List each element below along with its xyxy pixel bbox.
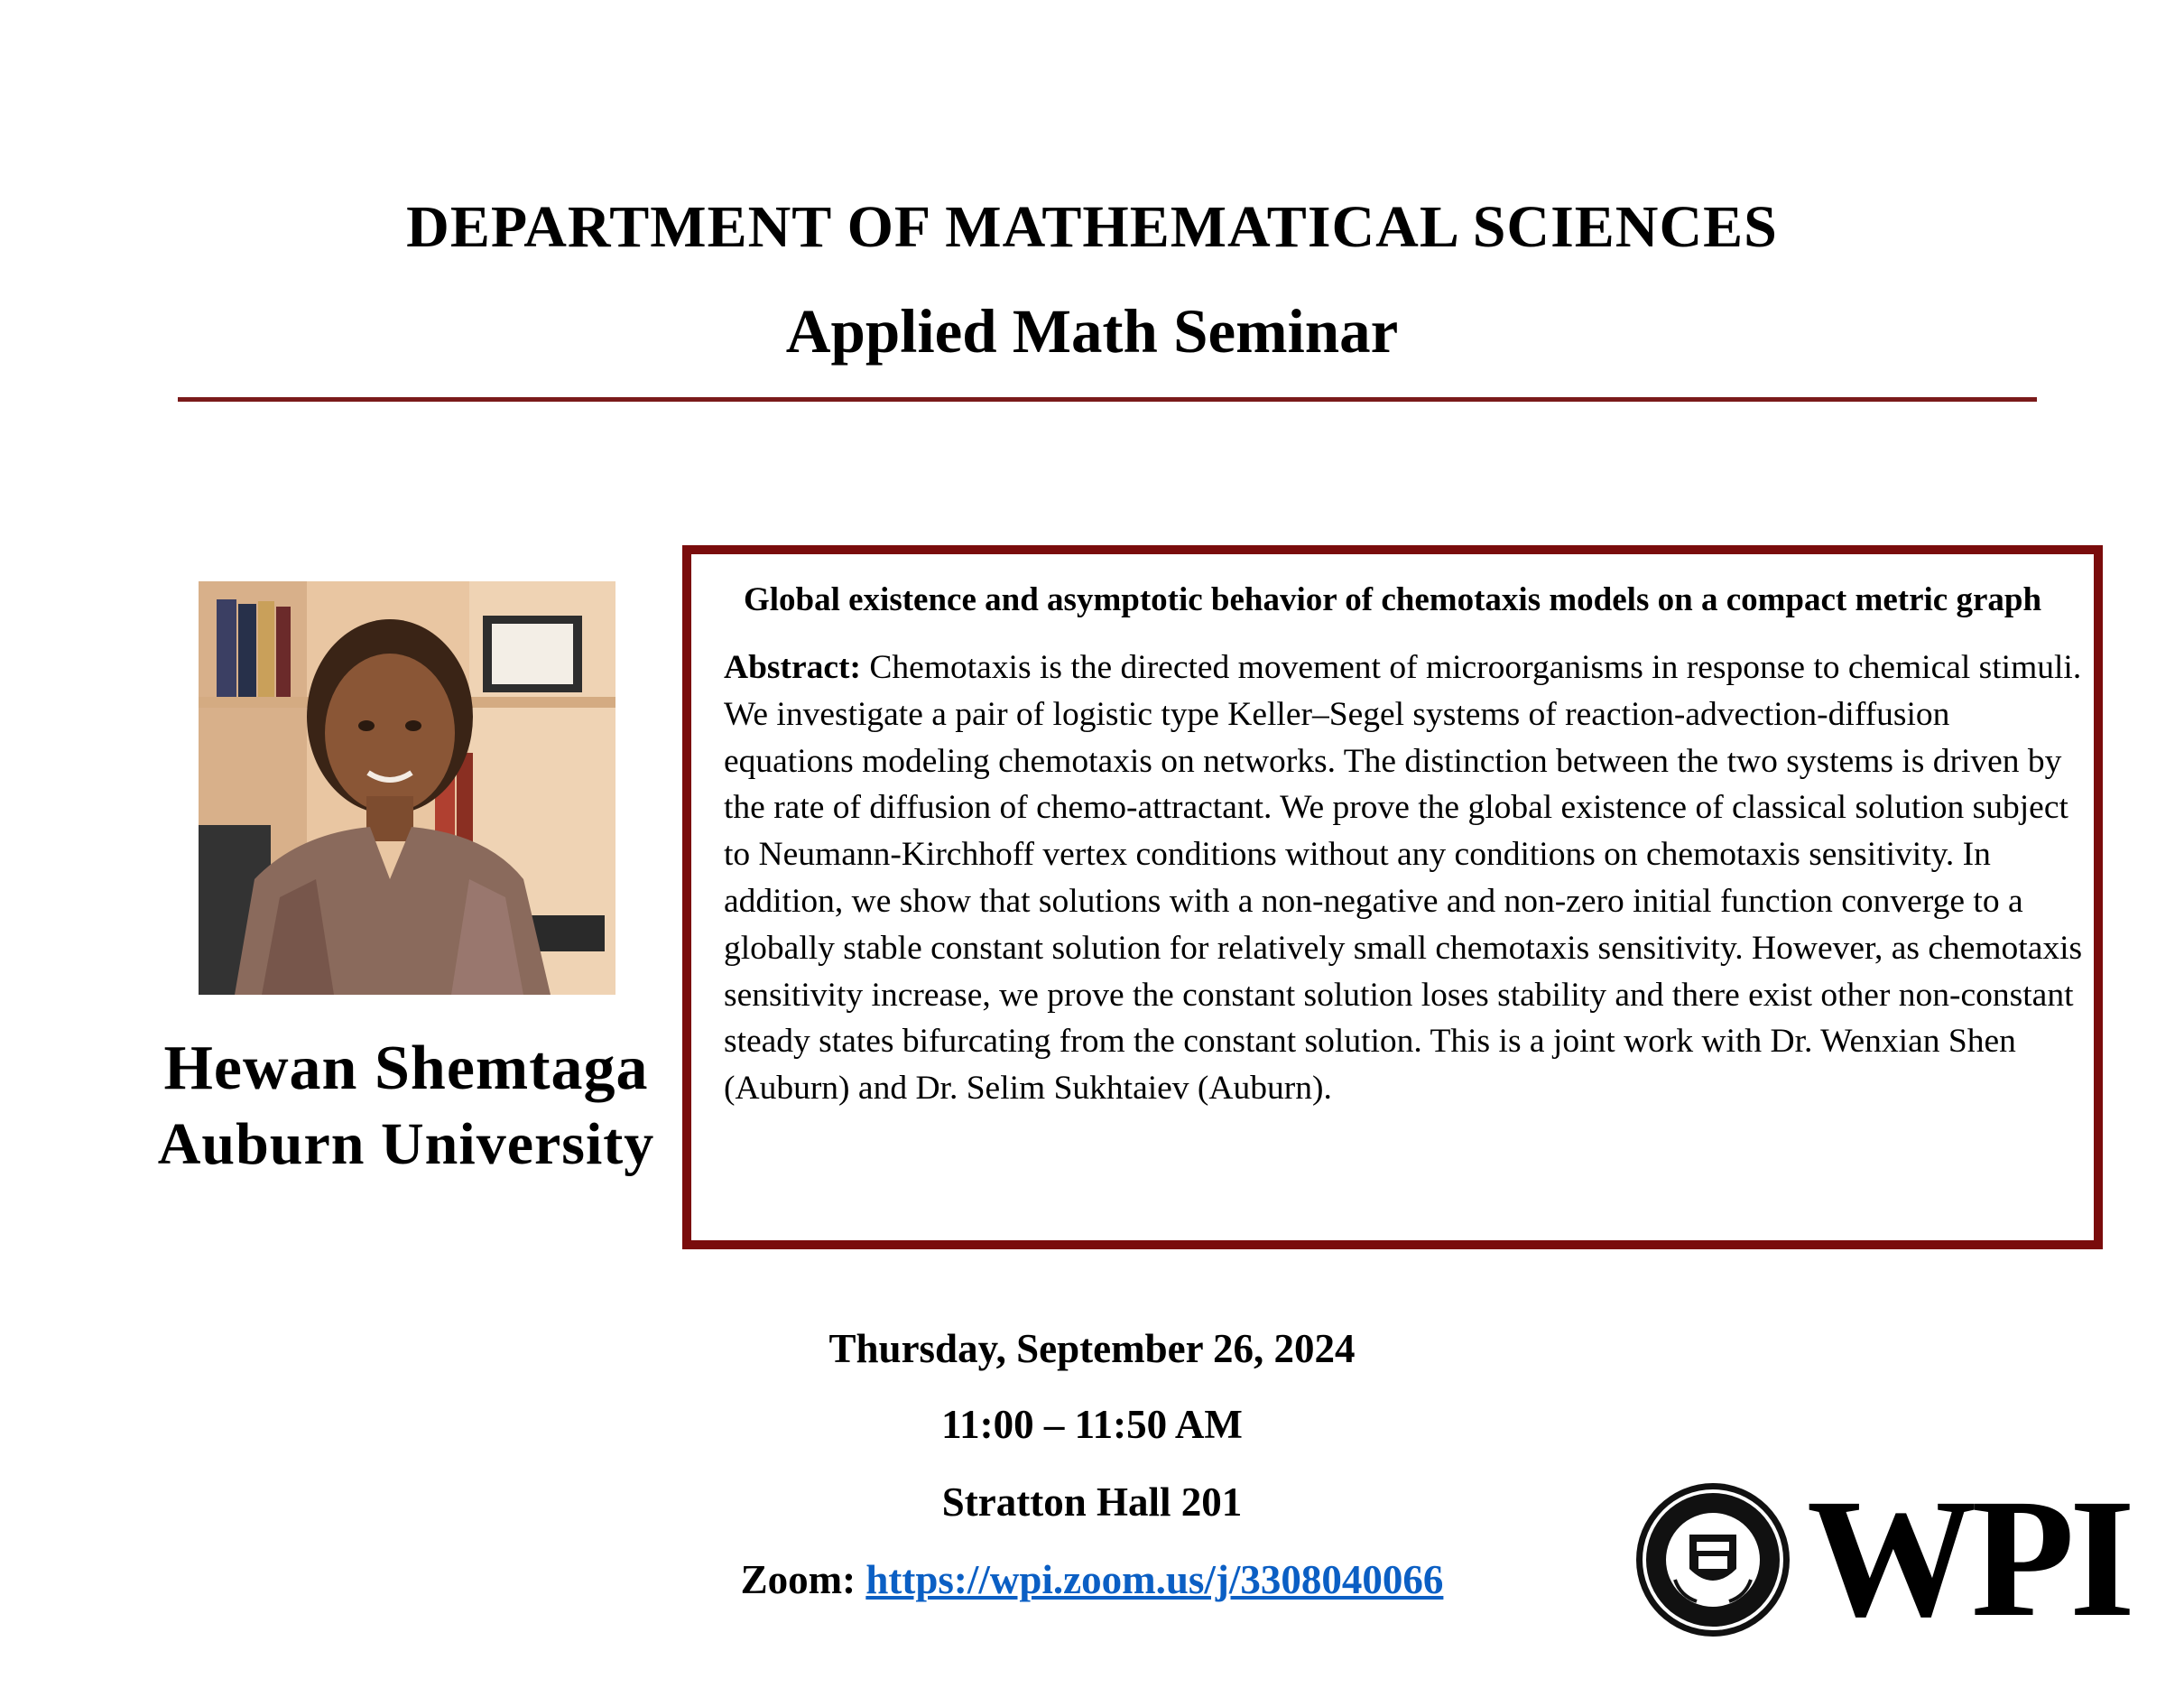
- speaker-affiliation: Auburn University: [157, 1111, 655, 1177]
- zoom-line: [632, 1554, 1552, 1605]
- zoom-link[interactable]: https://wpi.zoom.us/j/3308040066: [865, 1557, 1444, 1602]
- event-time: 11:00 – 11:50 AM: [941, 1402, 1243, 1447]
- speaker-photo: [199, 581, 615, 995]
- talk-title: Global existence and asymptotic behavior of chemotaxis models on a compact metric graph: [743, 581, 2042, 618]
- abstract-paragraph: [724, 645, 2087, 1112]
- abstract-label: Abstract:: [724, 649, 862, 686]
- wpi-wordmark: WPI: [1807, 1463, 2130, 1652]
- header-divider: [178, 397, 2037, 402]
- speaker-name: Hewan Shemtaga: [163, 1034, 649, 1103]
- abstract-body: Chemotaxis is the directed movement of microorganisms in response to chemical stimuli. We investigate a pair of logistic type Keller–Segel systems of reaction-advection-diffusion equations modeling chemotaxis on networks. The distinction between the two systems is driven by the rate of diffusion of chemo-attractant. We prove the global existence of classical solution subject to Neumann-Kirchhoff vertex conditions without any conditions on chemotaxis sensitivity. In addition, we show that solutions with a non-negative and non-zero initial function converge to a globally stable constant solution for relatively small chemotaxis sensitivity. However, as chemotaxis sensitivity increase, we prove the constant solution loses stability and there exist other non-constant steady states bifurcating from the constant solution. This is a joint work with Dr. Wenxian Shen (Auburn) and Dr. Selim Sukhtaiev (Auburn).: [724, 649, 2083, 1108]
- abstract-box: [682, 545, 2103, 1249]
- department-heading: DEPARTMENT OF MATHEMATICAL SCIENCES: [406, 194, 1778, 260]
- seminar-title: Applied Math Seminar: [785, 297, 1399, 366]
- wpi-seal-icon: [1633, 1480, 1792, 1639]
- event-date: Thursday, September 26, 2024: [828, 1326, 1356, 1371]
- zoom-label: Zoom:: [740, 1557, 856, 1602]
- event-location: Stratton Hall 201: [941, 1479, 1243, 1525]
